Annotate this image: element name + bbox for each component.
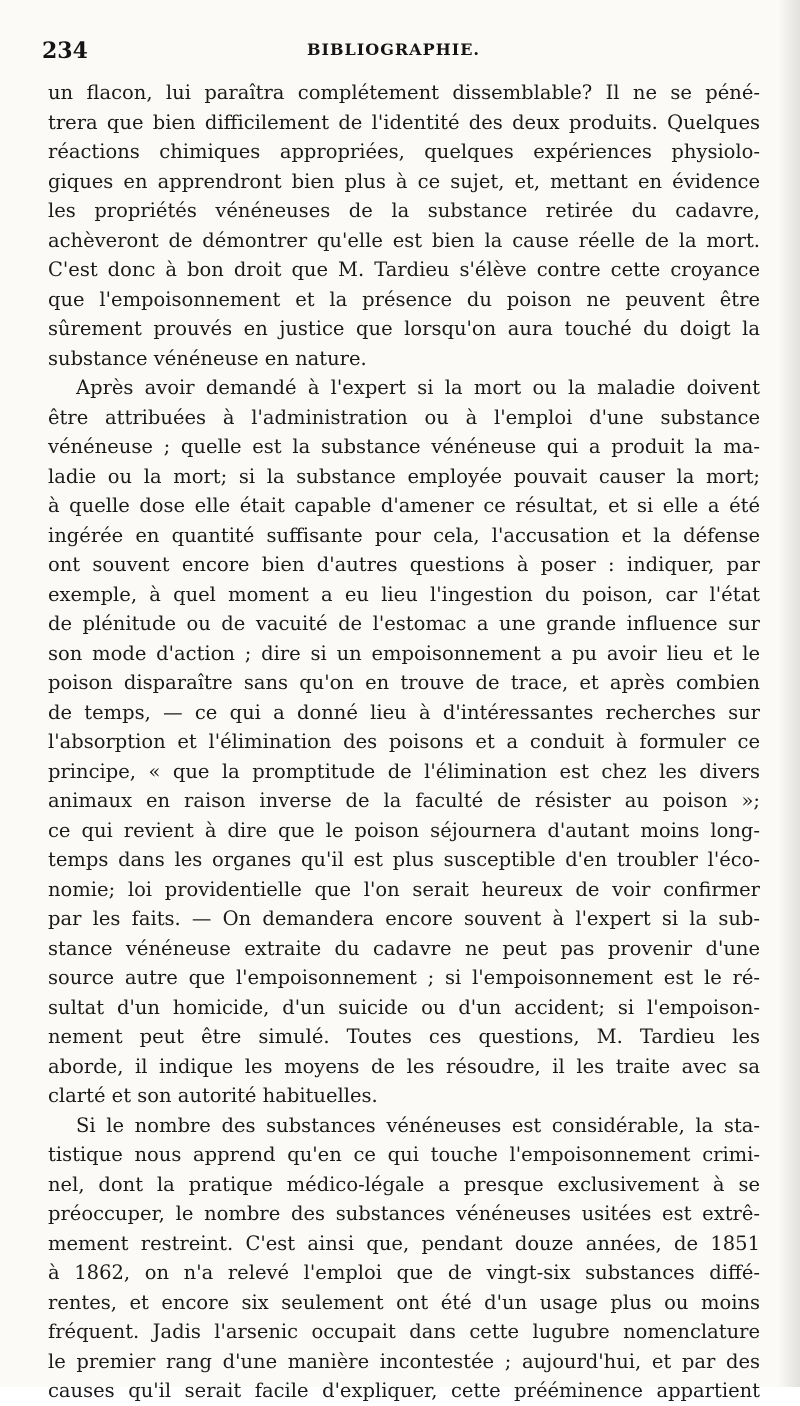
text-line: animaux en raison inverse de la faculté de résister au poison »; [48, 789, 760, 812]
text-line: préoccuper, le nombre des substances vénéneuses usitées est extrê- [48, 1202, 760, 1225]
text-line: mement restreint. C'est ainsi que, pendant douze années, de 1851 [48, 1231, 760, 1255]
text-line: le premier rang d'une manière incontestée ; aujourd'hui, et par des [48, 1349, 760, 1373]
page-header [42, 38, 762, 68]
text-line: que l'empoisonnement et la présence du poison ne peuvent être [48, 287, 760, 311]
text-line: achèveront de démontrer qu'elle est bien la cause réelle de la mort. [48, 228, 760, 252]
text-line: de plénitude ou de vacuité de l'estomac a une grande influence sur [48, 612, 760, 635]
text-line: causes qu'il serait facile d'expliquer, cette prééminence appartient [48, 1379, 760, 1402]
text-line: réactions chimiques appropriées, quelques expériences physiolo- [48, 140, 760, 163]
text-line: de temps, — ce qui a donné lieu à d'intéressantes recherches sur [48, 700, 760, 724]
text-line: un flacon, lui paraîtra complétement dissemblable? Il ne se péné- [48, 81, 760, 104]
text-line: source autre que l'empoisonnement ; si l'empoisonnement est le ré- [48, 966, 760, 989]
text-line: clarté et son autorité habituelles. [48, 1084, 378, 1107]
text-line: être attribuées à l'administration ou à l'emploi d'une substance [48, 405, 760, 429]
text-line: poison disparaître sans qu'on en trouve de trace, et après combien [48, 671, 760, 694]
text-line: ladie ou la mort; si la substance employée pouvait causer la mort; [48, 464, 760, 488]
text-line: C'est donc à bon droit que M. Tardieu s'élève contre cette croyance [48, 258, 760, 281]
page-number: 234 [42, 38, 88, 64]
text-line: les propriétés vénéneuses de la substance retirée du cadavre, [48, 199, 760, 222]
text-line: sultat d'un homicide, d'un suicide ou d'un accident; si l'empoison- [48, 995, 760, 1019]
page-edge-shadow [778, 0, 800, 1387]
text-line: nel, dont la pratique médico-légale a presque exclusivement à se [48, 1172, 760, 1196]
text-line: son mode d'action ; dire si un empoisonnement a pu avoir lieu et le [48, 641, 760, 665]
text-line: Si le nombre des substances vénéneuses est considérable, la sta- [76, 1113, 760, 1137]
text-line: rentes, et encore six seulement ont été d'un usage plus ou moins [48, 1290, 760, 1314]
text-line: ce qui revient à dire que le poison séjournera d'autant moins long- [48, 818, 760, 842]
text-line: l'absorption et l'élimination des poisons et a conduit à formuler ce [48, 730, 760, 753]
text-line: nomie; loi providentielle que l'on serait heureux de voir confirmer [48, 877, 760, 901]
text-line: substance vénéneuse en nature. [48, 346, 367, 370]
text-line: à 1862, on n'a relevé l'emploi que de vingt-six substances diffé- [48, 1261, 760, 1284]
text-line: fréquent. Jadis l'arsenic occupait dans cette lugubre nomenclature [48, 1320, 760, 1343]
running-head: BIBLIOGRAPHIE. [307, 40, 480, 59]
text-line: trera que bien difficilement de l'identité des deux produits. Quelques [48, 110, 760, 134]
text-line: tistique nous apprend qu'en ce qui touche l'empoisonnement crimi- [48, 1143, 760, 1166]
text-line: principe, « que la promptitude de l'élimination est chez les divers [48, 759, 760, 783]
text-line: exemple, à quel moment a eu lieu l'ingestion du poison, car l'état [48, 582, 760, 606]
text-line: aborde, il indique les moyens de les résoudre, il les traite avec sa [48, 1054, 760, 1078]
text-line: vénéneuse ; quelle est la substance vénéneuse qui a produit la ma- [48, 435, 760, 458]
text-line: giques en apprendront bien plus à ce sujet, et, mettant en évidence [48, 169, 760, 193]
text-line: Après avoir demandé à l'expert si la mort ou la maladie doivent [76, 376, 760, 399]
body-text [48, 78, 760, 1406]
text-line: stance vénéneuse extraite du cadavre ne peut pas provenir d'une [48, 936, 760, 960]
text-line: temps dans les organes qu'il est plus susceptible d'en troubler l'éco- [48, 848, 760, 871]
text-line: par les faits. — On demandera encore souvent à l'expert si la sub- [48, 907, 760, 930]
text-line: sûrement prouvés en justice que lorsqu'on aura touché du doigt la [48, 317, 760, 340]
text-line: à quelle dose elle était capable d'amener ce résultat, et si elle a été [48, 494, 760, 517]
text-line: ingérée en quantité suffisante pour cela, l'accusation et la défense [48, 523, 760, 547]
text-line: ont souvent encore bien d'autres questions à poser : indiquer, par [48, 553, 760, 576]
text-line: nement peut être simulé. Toutes ces questions, M. Tardieu les [48, 1025, 760, 1048]
